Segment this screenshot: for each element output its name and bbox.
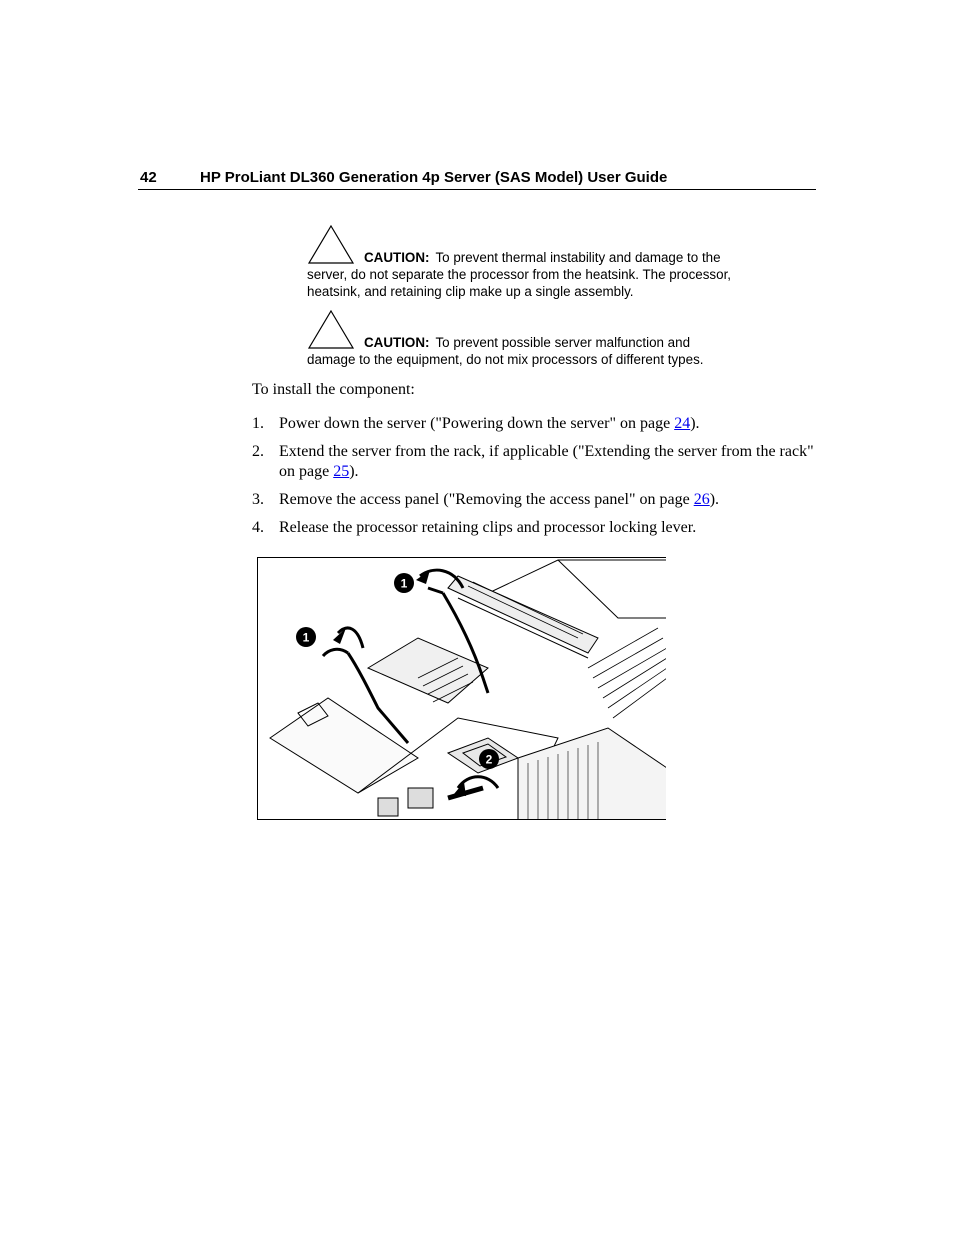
caution-text: server, do not separate the processor from the heatsink. The processor, (307, 267, 732, 282)
step-item (252, 490, 822, 510)
page-header (138, 168, 816, 190)
caution-triangle-icon (307, 225, 355, 265)
caution-text: To prevent thermal instability and damage to the (435, 250, 721, 265)
caution-label: CAUTION: (364, 250, 430, 265)
procedure-steps (252, 414, 822, 546)
step-text: Power down the server ("Powering down the server" on page (279, 415, 675, 432)
caution-text: heatsink, and retaining clip make up a single assembly. (307, 284, 634, 299)
step-text-end: ). (690, 415, 700, 432)
step-text: Remove the access panel ("Removing the access panel" on page (279, 490, 694, 508)
step-item (252, 518, 822, 538)
step-text: Release the processor retaining clips and processor locking lever. (279, 518, 697, 536)
step-text-end: ). (709, 490, 720, 508)
callout-label: 1 (400, 576, 408, 591)
caution-text: damage to the equipment, do not mix processors of different types. (307, 352, 704, 367)
step-number: 1. (252, 415, 264, 432)
step-number: 3. (252, 490, 264, 508)
page-link-24[interactable]: 24 (674, 415, 691, 432)
callout-marker (394, 573, 414, 593)
caution-text: To prevent possible server malfunction and (435, 335, 691, 350)
page-link-26[interactable]: 26 (693, 490, 710, 508)
step-number: 2. (252, 443, 264, 460)
page-number: 42 (140, 169, 157, 186)
step-text: Extend the server from the rack, if applicable ("Extending the server from the rack" on page (279, 443, 814, 480)
callout-marker (479, 749, 499, 769)
illustration-drawing (258, 558, 666, 820)
procedure-intro: To install the component: (252, 381, 415, 398)
step-item (252, 442, 822, 481)
step-item (252, 414, 822, 434)
document-title: HP ProLiant DL360 Generation 4p Server (SAS Model) User Guide (200, 169, 668, 186)
step-text-end: ). (349, 462, 359, 480)
callout-label: 1 (302, 630, 310, 645)
page-link-25[interactable]: 25 (333, 462, 350, 480)
callout-label: 2 (485, 752, 493, 767)
caution-label: CAUTION: (364, 335, 430, 350)
step-number: 4. (252, 518, 264, 536)
processor-release-illustration (257, 557, 666, 820)
caution-triangle-icon (307, 310, 355, 350)
callout-marker (296, 627, 316, 647)
